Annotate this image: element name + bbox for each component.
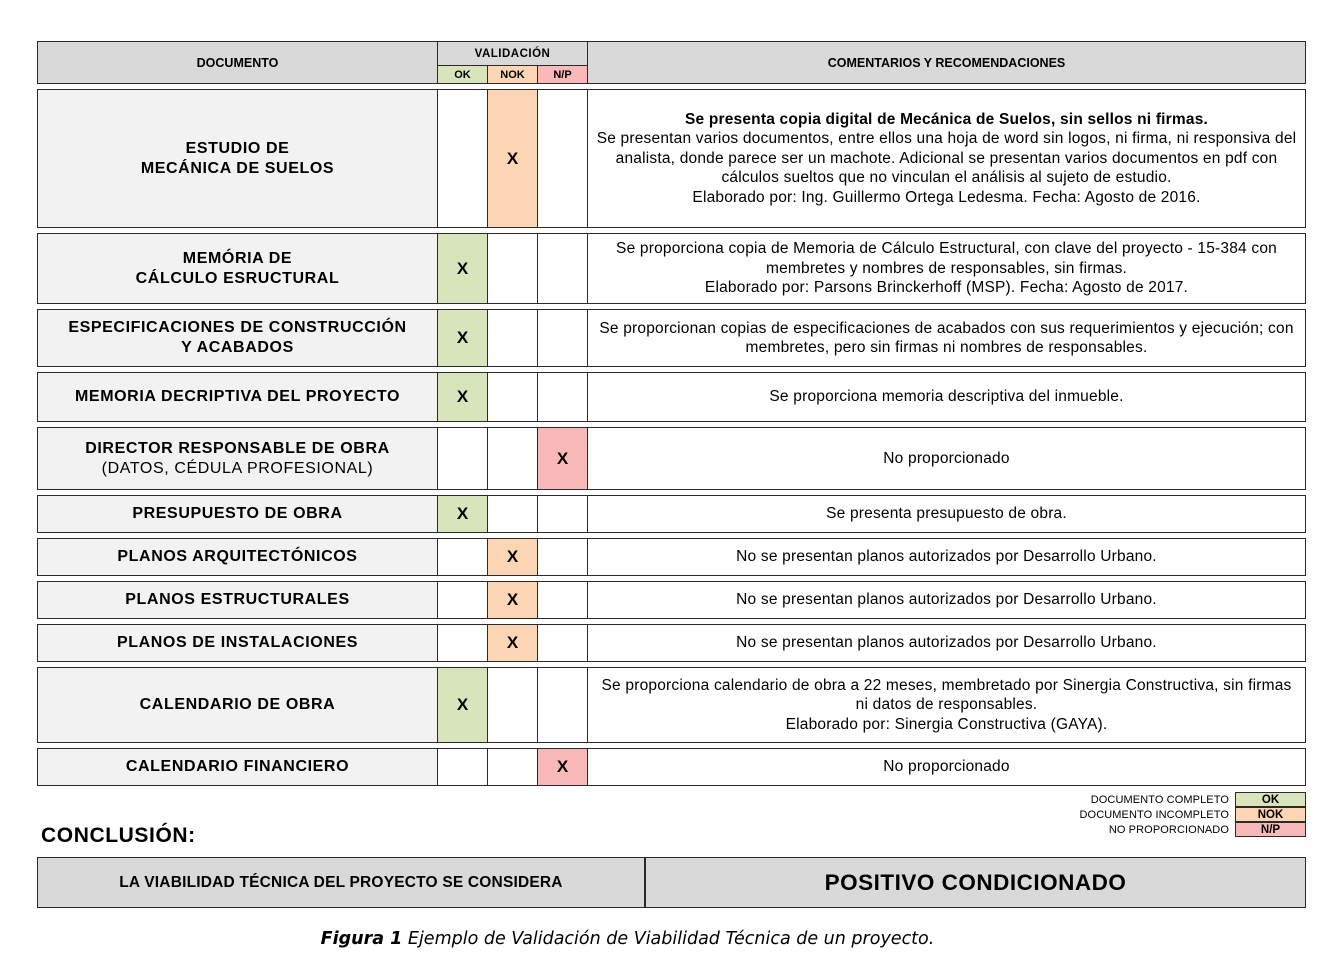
document-name: MEMORIA DECRIPTIVA DEL PROYECTO	[38, 373, 438, 421]
nok-cell	[488, 668, 538, 742]
table-row	[37, 667, 1306, 743]
table-row	[37, 581, 1306, 619]
header-validacion-label: VALIDACIÓN	[438, 42, 587, 66]
header-validacion	[438, 42, 588, 83]
table-row	[37, 372, 1306, 422]
nok-cell: X	[488, 625, 538, 661]
np-cell	[538, 234, 588, 303]
legend-item	[1040, 792, 1306, 807]
table-row	[37, 624, 1306, 662]
nok-cell	[488, 496, 538, 532]
legend-code-np: N/P	[1235, 822, 1306, 837]
comment-cell: No se presentan planos autorizados por Desarrollo Urbano.	[736, 634, 1157, 652]
document-name: MEMÓRIA DE CÁLCULO ESRUCTURAL	[38, 234, 438, 303]
np-cell	[538, 582, 588, 618]
document-name: PRESUPUESTO DE OBRA	[38, 496, 438, 532]
comment-cell: Se proporcionan copias de especificaciones de acabados con sus requerimientos y ejecución; con membretes, pero sin firmas ni nombres de responsables.	[599, 319, 1294, 356]
table-row	[37, 89, 1306, 228]
header-nok: NOK	[488, 66, 538, 83]
caption-text: Ejemplo de Validación de Viabilidad Técnica de un proyecto.	[402, 929, 935, 949]
np-cell	[538, 496, 588, 532]
legend-text: NO PROPORCIONADO	[1108, 823, 1229, 836]
legend-text: DOCUMENTO COMPLETO	[1090, 793, 1229, 806]
comment-cell: No proporcionado	[883, 449, 1010, 467]
comment-cell: Se presenta presupuesto de obra.	[826, 505, 1067, 523]
comment-cell: Se proporciona memoria descriptiva del inmueble.	[769, 388, 1124, 406]
legend-item	[1040, 822, 1306, 837]
conclusion-box	[37, 857, 1306, 908]
document-name: PLANOS DE INSTALACIONES	[38, 625, 438, 661]
table-row	[37, 427, 1306, 490]
np-cell	[538, 90, 588, 227]
header-ok: OK	[438, 66, 488, 83]
table-row	[37, 495, 1306, 533]
table-row	[37, 233, 1306, 304]
legend-item	[1040, 807, 1306, 822]
comment-cell: Se proporciona calendario de obra a 22 meses, membretado por Sinergia Constructiva, sin firmas ni datos de responsables. Elaborado por: Sinergia Constructiva (GAYA).	[601, 676, 1292, 733]
table-header	[37, 41, 1306, 84]
nok-cell: X	[488, 582, 538, 618]
legend-code-nok: NOK	[1235, 807, 1306, 822]
nok-cell: X	[488, 90, 538, 227]
ok-cell	[438, 539, 488, 575]
comment-cell: No se presentan planos autorizados por Desarrollo Urbano.	[736, 548, 1157, 566]
comment-cell: Se proporciona copia de Memoria de Cálculo Estructural, con clave del proyecto - 15-384 con membretes y nombres de responsables, sin firmas. Elaborado por: Parsons Brinckerhoff (MSP). Fecha: Agosto de 2017.	[616, 240, 1277, 297]
header-np: N/P	[538, 66, 587, 83]
conclusion-statement: LA VIABILIDAD TÉCNICA DEL PROYECTO SE CONSIDERA	[38, 858, 646, 907]
np-cell	[538, 625, 588, 661]
ok-cell	[438, 625, 488, 661]
caption-prefix: Figura 1	[320, 929, 403, 949]
nok-cell	[488, 310, 538, 366]
table-row	[37, 309, 1306, 367]
document-name: ESTUDIO DE MECÁNICA DE SUELOS	[38, 90, 438, 227]
np-cell	[538, 539, 588, 575]
nok-cell: X	[488, 539, 538, 575]
ok-cell	[438, 90, 488, 227]
np-cell	[538, 310, 588, 366]
ok-cell: X	[438, 234, 488, 303]
ok-cell	[438, 582, 488, 618]
document-name: ESPECIFICACIONES DE CONSTRUCCIÓN Y ACABADOS	[38, 310, 438, 366]
nok-cell	[488, 234, 538, 303]
ok-cell: X	[438, 373, 488, 421]
comment-cell: Se presenta copia digital de Mecánica de Suelos, sin sellos ni firmas. Se presentan varios documentos, entre ellos una hoja de word sin logos, ni firma, ni responsiva del analista, donde parece ser un machote. Adicional se presentan varios documentos en pdf con cálculos sueltos que no vinculan el análisis al sujeto de estudio. Elaborado por: Ing. Guillermo Ortega Ledesma. Fecha: Agosto de 2016.	[596, 110, 1297, 206]
np-cell: X	[538, 428, 588, 489]
np-cell: X	[538, 749, 588, 785]
nok-cell	[488, 749, 538, 785]
nok-cell	[488, 373, 538, 421]
conclusion-result: POSITIVO CONDICIONADO	[824, 869, 1127, 895]
np-cell	[538, 373, 588, 421]
document-name: DIRECTOR RESPONSABLE DE OBRA (DATOS, CÉDULA PROFESIONAL)	[38, 428, 438, 489]
ok-cell: X	[438, 496, 488, 532]
np-cell	[538, 668, 588, 742]
header-comentarios: COMENTARIOS Y RECOMENDACIONES	[827, 55, 1066, 70]
document-name: CALENDARIO DE OBRA	[38, 668, 438, 742]
document-name: PLANOS ESTRUCTURALES	[38, 582, 438, 618]
comment-cell: No proporcionado	[883, 758, 1010, 776]
table-row	[37, 748, 1306, 786]
legend-text: DOCUMENTO INCOMPLETO	[1079, 808, 1229, 821]
ok-cell: X	[438, 668, 488, 742]
comment-cell: No se presentan planos autorizados por Desarrollo Urbano.	[736, 591, 1157, 609]
figure-caption	[0, 929, 1255, 949]
nok-cell	[488, 428, 538, 489]
document-name: CALENDARIO FINANCIERO	[38, 749, 438, 785]
conclusion-label: CONCLUSIÓN:	[41, 824, 196, 847]
ok-cell: X	[438, 310, 488, 366]
ok-cell	[438, 749, 488, 785]
document-name: PLANOS ARQUITECTÓNICOS	[38, 539, 438, 575]
header-documento: DOCUMENTO	[38, 42, 438, 83]
table-row	[37, 538, 1306, 576]
legend-code-ok: OK	[1235, 792, 1306, 807]
legend	[1040, 792, 1306, 837]
ok-cell	[438, 428, 488, 489]
